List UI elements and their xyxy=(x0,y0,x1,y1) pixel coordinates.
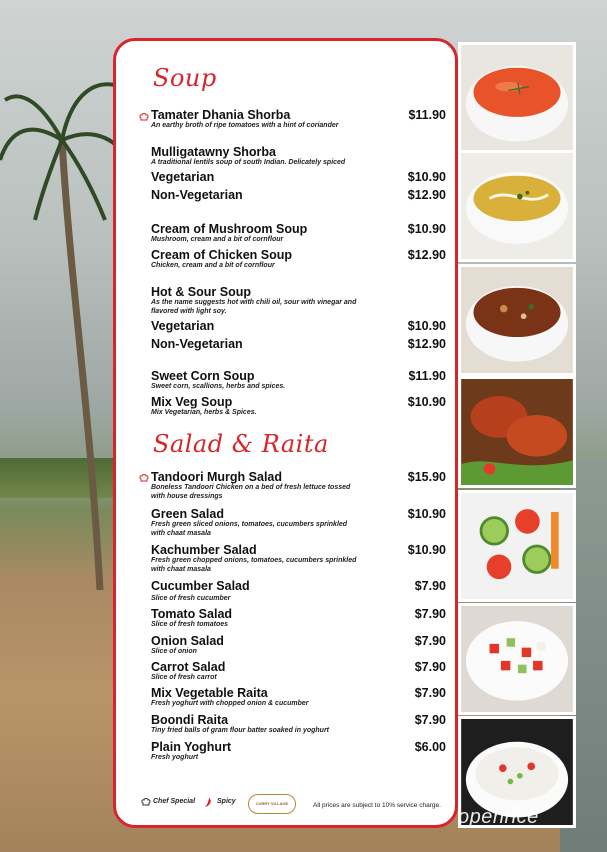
item-name: Cucumber Salad xyxy=(151,579,250,593)
photo-mulligatawny-soup xyxy=(458,150,576,262)
section-title-soup: Soup xyxy=(153,64,217,92)
item-desc: Slice of fresh cucumber xyxy=(151,595,231,602)
menu-item xyxy=(151,713,446,736)
item-name: Mix Veg Soup xyxy=(151,395,233,409)
item-desc: Mix Vegetarian, herbs & Spices. xyxy=(151,409,257,416)
photo-tomato-soup xyxy=(458,42,576,154)
menu-subitem xyxy=(151,319,446,335)
photo-hot-sour-soup xyxy=(458,264,576,376)
item-desc: A traditional lentils soup of south Indian. Delicately spiced xyxy=(151,159,346,166)
chili-icon xyxy=(203,796,213,808)
menu-item xyxy=(151,740,446,763)
menu-item xyxy=(151,634,446,657)
menu-item xyxy=(151,108,446,131)
item-name: Tandoori Murgh Salad xyxy=(151,470,283,484)
menu-item xyxy=(151,395,446,418)
item-name: Mix Vegetable Raita xyxy=(151,686,268,700)
legend-spicy: Spicy xyxy=(217,798,236,805)
item-price: $7.90 xyxy=(414,634,446,648)
item-name: Mulligatawny Shorba xyxy=(151,145,277,159)
section-title-salad: Salad & Raita xyxy=(153,430,329,458)
curry-village-logo xyxy=(248,794,296,814)
menu-item xyxy=(151,470,446,501)
item-desc: Fresh green chopped onions, tomatoes, cucumbers sprinkled with chaat masala xyxy=(151,557,357,573)
item-name: Cream of Chicken Soup xyxy=(151,248,292,262)
chef-special-icon xyxy=(139,473,149,483)
item-price: $10.90 xyxy=(407,319,446,333)
item-desc: Sweet corn, scallions, herbs and spices. xyxy=(151,383,286,390)
item-name: Non-Vegetarian xyxy=(151,188,243,202)
item-price: $6.00 xyxy=(414,740,446,754)
menu-item xyxy=(151,686,446,709)
item-desc: As the name suggests hot with chili oil, sour with vinegar and flavored with light soy. xyxy=(151,299,357,315)
item-name: Plain Yoghurt xyxy=(151,740,232,754)
item-price: $7.90 xyxy=(414,579,446,593)
menu-item xyxy=(151,507,446,538)
item-desc: Slice of fresh carrot xyxy=(151,674,217,681)
item-price: $10.90 xyxy=(407,507,446,521)
menu-item xyxy=(151,369,446,392)
item-price: $11.90 xyxy=(408,369,446,383)
menu-item xyxy=(151,543,446,574)
menu-item xyxy=(151,607,446,630)
item-desc: Mushroom, cream and a bit of cornflour xyxy=(151,236,284,243)
menu-subitem xyxy=(151,188,446,204)
item-desc: An earthy broth of ripe tomatoes with a hint of coriander xyxy=(151,122,339,129)
photo-green-salad xyxy=(458,490,576,602)
item-desc: Slice of fresh tomatoes xyxy=(151,621,229,628)
photo-kachumber-salad xyxy=(458,603,576,715)
item-desc: Slice of onion xyxy=(151,648,197,655)
item-desc: Tiny fried balls of gram flour batter soaked in yoghurt xyxy=(151,727,330,734)
item-price: $12.90 xyxy=(407,248,446,262)
chef-special-icon xyxy=(139,112,149,122)
item-price: $7.90 xyxy=(414,713,446,727)
item-name: Hot & Sour Soup xyxy=(151,285,251,299)
openrice-watermark: openrice xyxy=(458,806,539,828)
item-price: $10.90 xyxy=(407,170,446,184)
service-charge-note: All prices are subject to 10% service charge. xyxy=(313,802,441,809)
item-price: $15.90 xyxy=(407,470,446,484)
legend-chef-special: Chef Special xyxy=(153,798,196,805)
item-price: $7.90 xyxy=(414,686,446,700)
photo-tandoori-chicken xyxy=(458,376,576,488)
menu-item xyxy=(151,145,446,168)
item-desc: Fresh yoghurt xyxy=(151,754,199,761)
item-name: Sweet Corn Soup xyxy=(151,369,255,383)
item-name: Onion Salad xyxy=(151,634,224,648)
item-name: Cream of Mushroom Soup xyxy=(151,222,308,236)
menu-subitem xyxy=(151,170,446,186)
item-price: $10.90 xyxy=(407,222,446,236)
item-price: $12.90 xyxy=(407,337,446,351)
item-name: Carrot Salad xyxy=(151,660,226,674)
item-price: $12.90 xyxy=(407,188,446,202)
item-price: $10.90 xyxy=(407,395,446,409)
logo-text: CURRY VILLAGE xyxy=(255,801,289,806)
item-desc: Fresh green sliced onions, tomatoes, cucumbers sprinkled with chaat masala xyxy=(151,521,348,537)
item-name: Vegetarian xyxy=(151,319,215,333)
item-name: Green Salad xyxy=(151,507,224,521)
item-name: Kachumber Salad xyxy=(151,543,257,557)
item-price: $10.90 xyxy=(407,543,446,557)
menu-item xyxy=(151,222,446,245)
menu-subitem xyxy=(151,337,446,353)
item-name: Boondi Raita xyxy=(151,713,229,727)
item-desc: Fresh yoghurt with chopped onion & cucumber xyxy=(151,700,309,707)
menu-item xyxy=(151,579,446,604)
item-name: Non-Vegetarian xyxy=(151,337,243,351)
item-name: Tamater Dhania Shorba xyxy=(151,108,291,122)
item-desc: Boneless Tandoori Chicken on a bed of fresh lettuce tossed with house dressings xyxy=(151,484,351,500)
chef-special-icon xyxy=(141,797,151,807)
menu-item xyxy=(151,660,446,683)
item-name: Tomato Salad xyxy=(151,607,233,621)
menu-item xyxy=(151,248,446,271)
item-name: Vegetarian xyxy=(151,170,215,184)
item-desc: Chicken, cream and a bit of cornflour xyxy=(151,262,275,269)
item-price: $7.90 xyxy=(414,660,446,674)
item-price: $11.90 xyxy=(408,108,446,122)
item-price: $7.90 xyxy=(414,607,446,621)
menu-item xyxy=(151,285,446,316)
